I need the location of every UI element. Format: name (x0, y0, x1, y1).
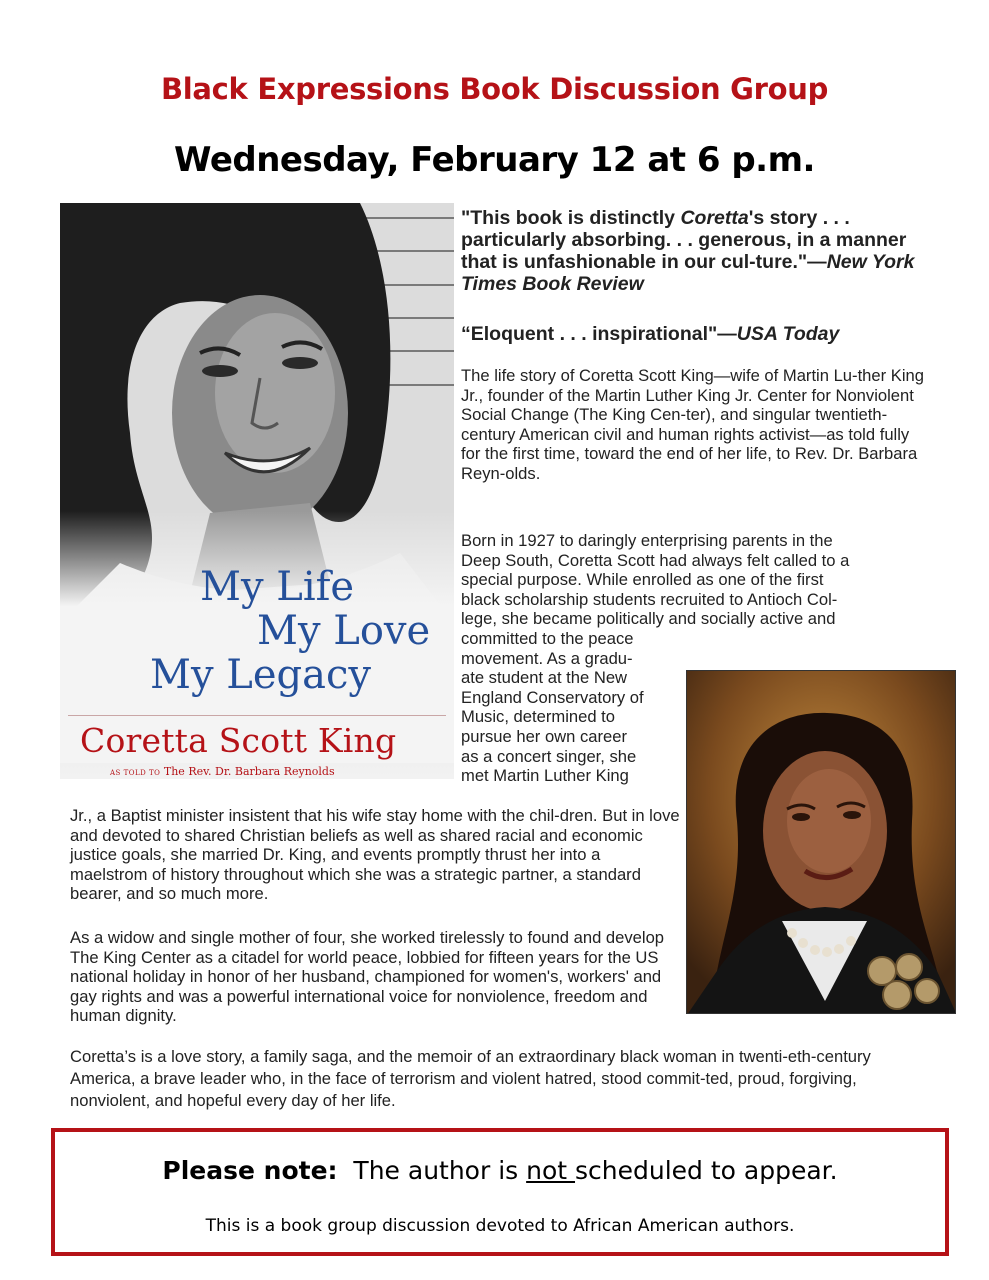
cover-author: Coretta Scott King (80, 721, 397, 760)
coretta-portrait-photo (686, 670, 956, 1014)
note-box (51, 1128, 949, 1256)
cover-divider (68, 715, 446, 716)
cover-as-told-to (110, 765, 454, 778)
cover-title-line: My Love (257, 608, 431, 654)
quote-source: USA Today (736, 323, 840, 345)
quote-text: 's story . . . particularly absorbing. . . generous, in a manner that is unfashionable in our cul-ture."— (461, 207, 907, 273)
text-line: Born in 1927 to daringly enterprising parents in the (461, 531, 833, 550)
review-quote-nyt (461, 207, 931, 295)
as-told-prefix: AS TOLD TO (110, 769, 161, 777)
text-line: England Conservatory of (461, 687, 644, 707)
cover-title-line: My Legacy (150, 652, 371, 698)
note-text: The author is (337, 1156, 527, 1185)
text-line: lege, she became politically and socially active and (461, 609, 836, 629)
quote-emphasis: Coretta (680, 207, 749, 229)
text-line: met Martin Luther King (461, 766, 629, 786)
cover-title-line: My Life (200, 564, 355, 610)
as-told-name: The Rev. Dr. Barbara Reynolds (163, 765, 335, 778)
book-cover-image (60, 203, 454, 779)
paragraph-life-story: The life story of Coretta Scott King—wife of Martin Lu-ther King Jr., founder of the Martin Luther King Jr. Center for Nonviolent Social Change (The King Cen-ter), and singular twentieth-century American civil and human rights activist—as told fully for the first time, toward the end of her life, to Rev. Dr. Barbara Reyn-olds. (461, 366, 924, 483)
paragraph-widow: As a widow and single mother of four, she worked tirelessly to found and develop The King Center as a citadel for world peace, lobbied for fifteen years for the US national holiday in honor of her husband, championed for women's, workers' and gay rights and was a powerful international voice for nonviolence, freedom and human dignity. (70, 928, 665, 1026)
paragraph-love-story: Coretta’s is a love story, a family saga, and the memoir of an extraordinary black woman in twenti-eth-century America, a brave leader who, in the face of terrorism and violent hatred, stood commit-ted, proud, forgiving, nonviolent, and hopeful every day of her life. (70, 1047, 871, 1110)
text-line: black scholarship students recruited to Antioch Col- (461, 589, 838, 609)
text-line: as a concert singer, she (461, 746, 637, 766)
text-line: pursue her own career (461, 726, 628, 746)
group-title: Black Expressions Book Discussion Group (160, 72, 829, 106)
text-line: ate student at the New (461, 668, 628, 688)
quote-text: "This book is distinctly (461, 207, 681, 229)
text-line: Deep South, Coretta Scott had always felt called to a (461, 550, 850, 570)
text-line: committed to the peace (461, 628, 634, 648)
note-emphasis: not (526, 1156, 576, 1185)
quote-source: New York Times Book Review (461, 251, 915, 295)
review-quote-usa-today (461, 323, 931, 345)
text-line: special purpose. While enrolled as one of the first (461, 570, 824, 590)
text-line: Music, determined to (461, 707, 616, 727)
text-line: movement. As a gradu- (461, 648, 633, 668)
portrait-illustration (687, 671, 956, 1014)
paragraph-marriage: Jr., a Baptist minister insistent that his wife stay home with the chil-dren. But in love and devoted to shared Christian beliefs as well as shared racial and economic justice goals, she married Dr. King, and events promptly thrust her into a maelstrom of history throughout which she was a strategic partner, a standard bearer, and so much more. (70, 806, 680, 904)
event-date: Wednesday, February 12 at 6 p.m. (174, 140, 815, 180)
note-label: Please note: (162, 1156, 338, 1185)
note-line (55, 1156, 945, 1185)
note-text: scheduled to appear. (575, 1156, 838, 1185)
quote-text: “Eloquent . . . inspirational"— (461, 323, 737, 345)
note-subtext: This is a book group discussion devoted to African American authors. (205, 1216, 795, 1236)
